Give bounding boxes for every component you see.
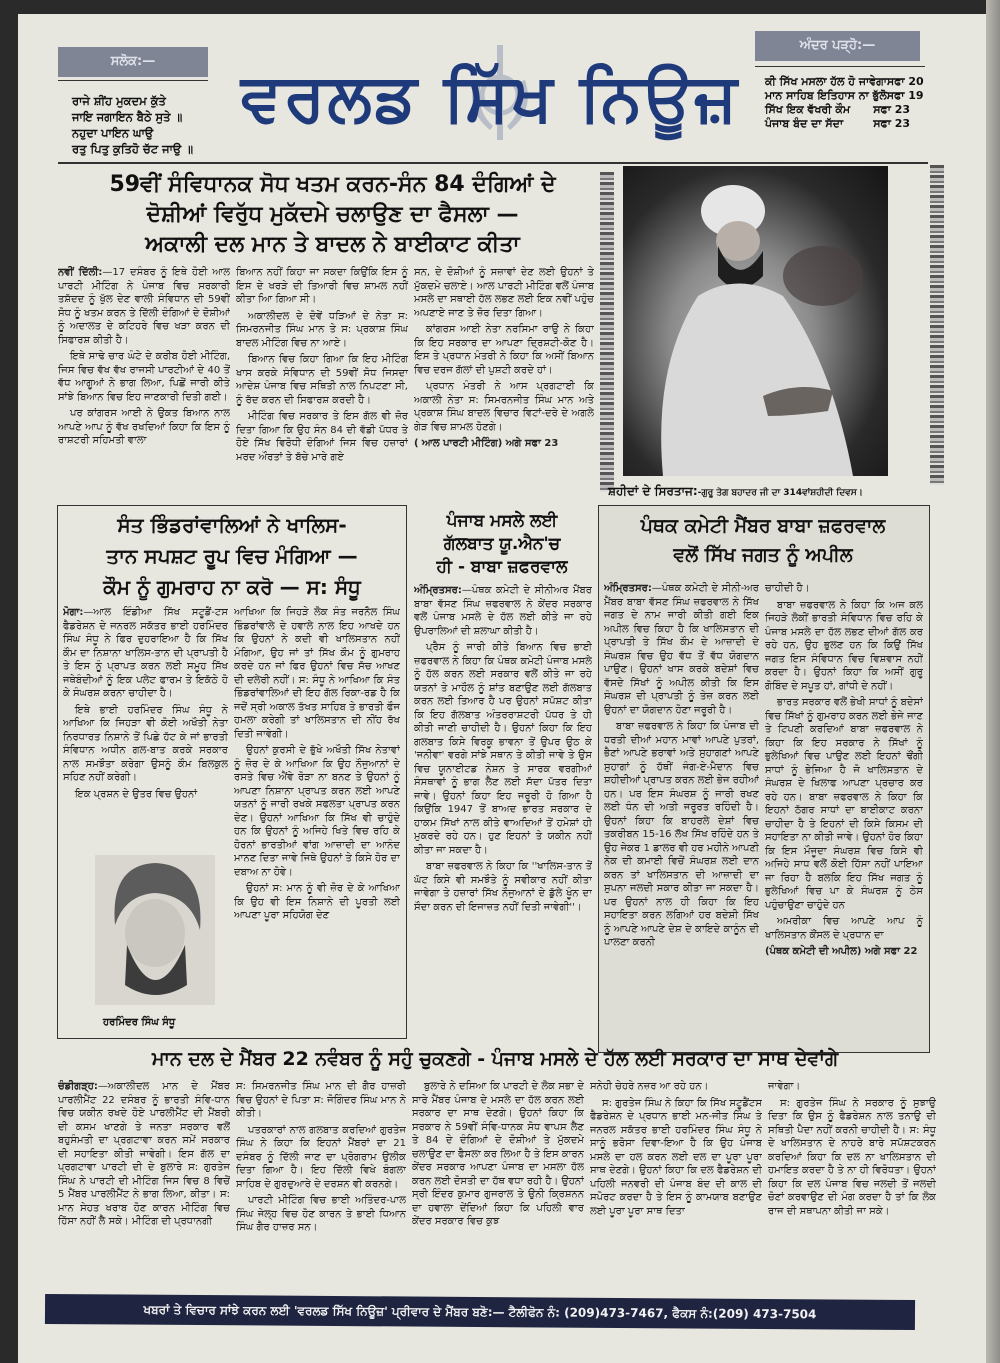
sandhu-paragraph: ਆਖਿਆ ਕਿ ਜਿਹੜੇ ਲੋਕ ਸੰਤ ਜਰਨੈਲ ਸਿੰਘ ਭਿੰਡਰਾਂਵਾਲੇ ਦੇ ਹਵਾਲੇ ਨਾਲ ਇਹ ਆਖਦੇ ਹਨ ਕਿ ਉਹਨਾਂ ਨੇ ਕਦੀ ਵੀ ਖਾਲਿਸਤਾਨ ਨਹੀਂ ਮੰਗਿਆ, ਉਹ ਜਾਂ ਤਾਂ ਸਿੱਖ ਕੌਮ ਨੂੰ ਗੁਮਰਾਹ ਕਰਦੇ ਹਨ ਜਾਂ ਫਿਰ ਉਹਨਾਂ ਵਿਚ ਸੱਚ ਆਖਣ ਦੀ ਦਲੇਰੀ ਨਹੀਂ। ਸ: ਸੰਧੂ ਨੇ ਆਖਿਆ ਕਿ ਸੰਤ ਭਿੰਡਰਾਂਵਾਲਿਆਂ ਦੀ ਇਹ ਗੱਲ ਰਿਕਾ-ਰਡ ਹੈ ਕਿ ਜਦੋਂ ਸ੍ਰੀ ਅਕਾਲ ਤੱਖਤ ਸਾਹਿਬ ਤੇ ਭਾਰਤੀ ਫੌਜ ਹਮਲਾ ਕਰੇਗੀ ਤਾਂ ਖਾਲਿਸਤਾਨ ਦੀ ਨੀਂਹ ਰੱਖ ਦਿਤੀ ਜਾਵੇਗੀ।	[234, 607, 400, 740]
sandhu-paragraph: ਉਹਨਾਂ ਕੁਰਸੀ ਦੇ ਭੁੱਖੇ ਅਖੌਤੀ ਸਿੱਖ ਨੇਤਾਵਾਂ ਨੂੰ ਜ਼ੋਰ ਦੇ ਕੇ ਆਖਿਆ ਕਿ ਉਹ ਨੌਜੁਆਨਾਂ ਦੇ ਰਸਤੇ ਵਿਚ ਐਂਵੇ ਰੋੜਾ ਨਾ ਬਨਣ ਤੇ ਉਹਨਾਂ ਨੂੰ ਆਪਣਾ ਨਿਸ਼ਾਨਾ ਪ੍ਰਾਪਤ ਕਰਨ ਲਈ ਆਪਣੇ ਯਤਨਾਂ ਨੂੰ ਜਾਰੀ ਰਖਕੇ ਸਫਲਤਾ ਪ੍ਰਾਪਤ ਕਰਨ ਦੇਣ। ਉਹਨਾਂ ਆਖਿਆ ਕਿ ਸਿੱਖ ਵੀ ਚਾਹੁੰਦੇ ਹਨ ਕਿ ਉਹਨਾਂ ਨੂੰ ਅਜਿਹੇ ਖਿਤੇ ਵਿਚ ਰਹਿ ਕੇ ਹੋਰਨਾਂ ਭਾਰਤੀਆਂ ਵਾਂਗ ਆਜ਼ਾਦੀ ਦਾ ਆਨੰਦ ਮਾਨਣ ਦਿਤਾ ਜਾਵੇ ਜਿਥੇ ਉਹਨਾਂ ਤੇ ਕਿਸੇ ਹੋਰ ਦਾ ਦਬਾਅ ਨਾ ਹੋਵੇ।	[234, 745, 400, 878]
lead-paragraph: ਇਥੇ ਸਾਢੇ ਚਾਰ ਘੰਟੇ ਦੇ ਕਰੀਬ ਹੋਈ ਮੀਟਿੰਗ, ਜਿਸ ਵਿਚ ਵੱਖ ਵੱਖ ਰਾਜਸੀ ਪਾਰਟੀਆਂ ਦੇ 40 ਤੋਂ ਵੱਧ ਆਗੂਆਂ ਨੇ ਭਾਗ ਲਿਆ, ਪਿਛੋਂ ਜਾਰੀ ਕੀਤੇ ਸਾਂਝੇ ਬਿਆਨ ਵਿਚ ਇਹ ਜਾਣਕਾਰੀ ਦਿਤੀ ਗਈ।	[58, 351, 230, 403]
sandhu-column-2	[234, 606, 400, 1034]
mann-dal-column-3	[412, 1080, 584, 1290]
shlok-rule	[58, 80, 208, 81]
footer-contact-bar: ਖਬਰਾਂ ਤੇ ਵਿਚਾਰ ਸਾਂਝੇ ਕਰਨ ਲਈ 'ਵਰਲਡ ਸਿੱਖ ਨਿਊਜ਼' ਪ੍ਰੀਵਾਰ ਦੇ ਮੈਂਬਰ ਬਣੋ:— ਟੈਲੀਫੋਨ ਨੰ: (209)473-7467, ਫੈਕਸ ਨੰ:(209) 473-7504	[45, 1294, 915, 1330]
lead-column-3	[414, 266, 594, 502]
page-binding-edge	[986, 0, 1000, 1363]
mann-dal-paragraph: —ਅਕਾਲੀਦਲ ਮਾਨ ਦੇ ਮੈਂਬਰ ਪਾਰਲੀਮੈਂਟ 22 ਦਸੰਬਰ ਨੂੰ ਭਾਰਤੀ ਸੰਵਿ-ਧਾਨ ਵਿਚ ਯਕੀਨ ਰਖਦੇ ਹੋਏ ਪਾਰਲੀਮੈਂਟ ਦੀ ਮੈਂਬਰੀ ਦੀ ਕਸਮ ਖਾਣਗੇ ਤੇ ਜਨਤਾ ਸਰਕਾਰ ਵਲੋਂ ਬਹੁਸੰਮਤੀ ਦਾ ਪ੍ਰਗਟਾਵਾ ਕਰਨ ਸਮੇਂ ਸਰਕਾਰ ਦੀ ਸਹਾਇਤਾ ਕੀਤੀ ਜਾਵੇਗੀ। ਇਸ ਗੱਲ ਦਾ ਪ੍ਰਗਟਾਵਾ ਪਾਰਟੀ ਦੀ ਦੇ ਬੁਲਾਰੇ ਸ: ਗੁਰਤੇਜ ਸਿੰਘ ਨੇ ਪਾਰਟੀ ਦੀ ਮੀਟਿੰਗ ਜਿਸ ਵਿਚ 8 ਵਿਚੋਂ 5 ਮੈਂਬਰ ਪਾਰਲੀਮੈਂਟ ਨੇ ਭਾਗ ਲਿਆ, ਕੀਤਾ। ਸ: ਮਾਨ ਸੇਹਤ ਖਰਾਬ ਹੋਣ ਕਾਰਨ ਮੀਟਿੰਗ ਵਿਚ ਹਿੱਸਾ ਨਹੀਂ ਲੈ ਸਕੇ। ਮੀਟਿੰਗ ਦੀ ਪ੍ਰਧਾਨਗੀ	[58, 1081, 230, 1227]
un-talks-headline	[412, 510, 592, 579]
shlok-line: ਰਾਜੇ ਸ਼ੀਂਹ ਮੁਕਦਮ ਕੁੱਤੇ	[72, 94, 166, 108]
appeal-paragraph: ਅਮਰੀਕਾ ਵਿਚ ਆਪਣੇ ਆਪ ਨੂੰ ਖਾਲਿਸਤਾਨ ਕੌਂਸਲ ਦੇ ਪ੍ਰਧਾਨ ਦਾ	[765, 916, 923, 941]
lead-column-1	[58, 266, 230, 502]
caption-text: -ਗੁਰੂ ਤੇਗ ਬਹਾਦਰ ਜੀ ਦਾ 314ਵਾਂਸ਼ਹੀਦੀ ਦਿਵਸ।	[697, 488, 863, 498]
masthead-title: ਵਰਲਡ ਸਿੱਖ ਨਿਊਜ਼	[240, 59, 739, 136]
sandhu-headline	[62, 510, 402, 603]
sandhu-headline-line: ਕੌਮ ਨੂੰ ਗੁਮਰਾਹ ਨਾ ਕਰੋ — ਸ: ਸੰਧੂ	[103, 575, 361, 599]
mann-dal-paragraph: ਸ: ਗੁਰਤੇਜ ਸਿੰਘ ਨੇ ਕਿਹਾ ਕਿ ਸਿੱਖ ਸਟੂਡੈਂਟਸ ਫੈਡਰੇਸ਼ਨ ਦੇ ਪ੍ਰਧਾਨ ਭਾਈ ਮਨ-ਜੀਤ ਸਿੰਘ ਤੇ ਜਨਰਲ ਸਕੱਤਰ ਭਾਈ ਹਰਮਿੰਦਰ ਸਿੰਘ ਸੰਧੂ ਨੇ ਸਾਨੂੰ ਭਰੋਸਾ ਦਿਵਾ-ਇਆ ਹੈ ਕਿ ਉਹ ਪੰਜਾਬ ਮਸਲੇ ਦਾ ਹਲ ਕਰਨ ਲਈ ਦਲ ਦਾ ਪੂਰਾ ਪੂਰਾ ਸਾਥ ਦੇਣਗੇ। ਉਹਨਾਂ ਕਿਹਾ ਕਿ ਦਲ ਫੈਡਰੇਸ਼ਨ ਦੀ ਪਹਿਲੀ ਜਨਵਰੀ ਦੀ ਪੰਜਾਬ ਬੰਦ ਦੀ ਕਾਲ ਦੀ ਸਪੋਰਟ ਕਰਦਾ ਹੈ ਤੇ ਇਸ ਨੂੰ ਕਾਮਯਾਬ ਬਣਾਉਣ ਲਈ ਪੂਰਾ ਪੂਰਾ ਸਾਥ ਦਿਤਾ	[590, 1097, 762, 1217]
mann-dal-paragraph: ਪਤਰਕਾਰਾਂ ਨਾਲ ਗਲਬਾਤ ਕਰਦਿਆਂ ਗੁਰਤੇਜ ਸਿੰਘ ਨੇ ਕਿਹਾ ਕਿ ਇਹਨਾਂ ਮੈਂਬਰਾਂ ਦਾ 21 ਦਸੰਬਰ ਨੂੰ ਦਿੱਲੀ ਜਾਣ ਦਾ ਪ੍ਰੋਗਰਾਮ ਉਲੀਕ ਦਿਤਾ ਗਿਆ ਹੈ। ਇਹ ਦਿੱਲੀ ਵਿਖੇ ਬੰਗਲਾ ਸਾਹਿਬ ਦੇ ਗੁਰਦੁਆਰੇ ਦੇ ਦਰਸ਼ਨ ਵੀ ਕਰਨਗੇ।	[236, 1124, 406, 1190]
inside-item[interactable]	[765, 75, 924, 89]
lead-dateline: ਨਵੀਂ ਦਿੱਲੀ:	[58, 267, 103, 278]
appeal-column-2	[765, 582, 923, 1044]
sandhu-headline-line: ਸੰਤ ਭਿੰਡਰਾਂਵਾਲਿਆਂ ਨੇ ਖਾਲਿਸ-	[117, 513, 347, 537]
shlok-label: ਸਲੋਕ:—	[58, 47, 208, 77]
sandhu-paragraph: —ਆਲ ਇੰਡੀਆ ਸਿੱਖ ਸਟੂਡੈਂ-ਟਸ ਫੈਡਰੇਸ਼ਨ ਦੇ ਜਨਰਲ ਸਕੱਤਰ ਭਾਈ ਹਰਮਿੰਦਰ ਸਿੰਘ ਸੰਧੂ ਨੇ ਫਿਰ ਦੁਹਰਾਇਆ ਹੈ ਕਿ ਸਿੱਖ ਕੌਮ ਦਾ ਨਿਸ਼ਾਨਾ ਖਾਲਿਸ-ਤਾਨ ਦੀ ਪ੍ਰਾਪਤੀ ਹੈ ਤੇ ਇਸ ਨੂੰ ਪ੍ਰਾਪਤ ਕਰਨ ਲਈ ਸਮੂਹ ਸਿੱਖ ਜਥੇਬੰਦੀਆਂ ਨੂੰ ਇਕ ਪਲੇਟ ਫਾਰਮ ਤੇ ਇਕੱਠੇ ਹੋ ਕੇ ਸੰਘਰਸ਼ ਕਰਨਾ ਚਾਹੀਦਾ ਹੈ।	[63, 607, 228, 699]
shlok-verse	[72, 93, 193, 157]
un-talks-headline-line: ਗੱਲਬਾਤ ਯੂ.ਐਨ'ਚ	[443, 534, 561, 554]
lead-paragraph: ਮੀਟਿੰਗ ਵਿਚ ਸਰਕਾਰ ਤੇ ਇਸ ਗੱਲ ਵੀ ਜ਼ੋਰ ਦਿਤਾ ਗਿਆ ਕਿ ਉਹ ਸੰਨ 84 ਦੀ ਵੱਡੀ ਪੱਧਰ ਤੇ ਹੋਏ ਸਿੱਖ ਵਿਰੋਧੀ ਦੰਗਿਆਂ ਜਿਸ ਵਿਚ ਹਜ਼ਾਰਾਂ ਮਰਦ ਔਰਤਾਂ ਤੇ ਬੱਚੇ ਮਾਰੇ ਗਏ	[236, 411, 408, 463]
sandhu-dateline: ਮੋਗਾ:	[63, 607, 84, 618]
lead-paragraph: ਅਕਾਲੀਦਲ ਦੇ ਦੋਵੇਂ ਧੜਿਆਂ ਦੇ ਨੇਤਾ ਸ: ਸਿਮਰਨਜੀਤ ਸਿੰਘ ਮਾਨ ਤੇ ਸ: ਪ੍ਰਕਾਸ਼ ਸਿੰਘ ਬਾਦਲ ਮੀਟਿੰਗ ਵਿਚ ਨਾ ਆਏ।	[236, 310, 408, 349]
mann-dal-paragraph: ਸ: ਸਿਮਰਨਜੀਤ ਸਿੰਘ ਮਾਨ ਦੀ ਗੈਰ ਹਾਜ਼ਰੀ ਵਿਚ ਉਹਨਾਂ ਦੇ ਪਿਤਾ ਸ: ਜੋਗਿੰਦਰ ਸਿੰਘ ਮਾਨ ਨੇ ਕੀਤੀ।	[236, 1081, 406, 1119]
guru-tegh-bahadur-portrait	[623, 166, 888, 476]
harminder-singh-sandhu-photo	[95, 855, 215, 1005]
inside-item-page: ਸਫਾ 20	[886, 75, 924, 88]
lead-paragraph: ਕਾਂਗਰਸ ਆਈ ਨੇਤਾ ਨਰਸਿਮਾ ਰਾਉ ਨੇ ਕਿਹਾ ਕਿ ਇਹ ਸਰਕਾਰ ਦਾ ਆਪਣਾ ਦ੍ਰਿਸ਼ਟੀ-ਕੋਣ ਹੈ। ਇਸ ਤੇ ਪ੍ਰਧਾਨ ਮੰਤਰੀ ਨੇ ਕਿਹਾ ਕਿ ਅਸੀਂ ਬਿਆਨ ਵਿਚ ਦਰਜ ਗੱਲਾਂ ਦੀ ਪੁਸ਼ਟੀ ਕਰਦੇ ਹਾਂ।	[414, 324, 594, 376]
shlok-line: ਜਾਇ ਜਗਾਇਨ ਬੈਠੇ ਸੁਤੇ ॥	[72, 110, 183, 124]
lead-paragraph: ਸਨ, ਦੇ ਦੋਸ਼ੀਆਂ ਨੂੰ ਸਜ਼ਾਵਾਂ ਦੇਣ ਲਈ ਉਹਨਾਂ ਤੇ ਮੁੱਕਦਮੇ ਚਲਾਏ। ਆਲ ਪਾਰਟੀ ਮੀਟਿੰਗ ਵਲੋਂ ਪੰਜਾਬ ਮਸਲੇ ਦਾ ਸਥਾਈ ਹੱਲ ਲਭਣ ਲਈ ਇਕ ਨਵੀਂ ਪਹੁੰਚ ਅਪਣਾਏ ਜਾਣ ਤੇ ਜ਼ੋਰ ਦਿਤਾ ਗਿਆ।	[414, 267, 594, 319]
mann-dal-paragraph: ਜਾਵੇਗਾ।	[768, 1081, 801, 1092]
sandhu-headline-line: ਤਾਨ ਸਪਸ਼ਟ ਰੂਪ ਵਿਚ ਮੰਗਿਆ —	[106, 544, 358, 568]
mann-dal-paragraph: ਸਨੇਹੀ ਚੇਹਰੇ ਨਜ਼ਰ ਆ ਰਹੇ ਹਨ।	[590, 1081, 709, 1092]
appeal-paragraph: ਬਾਬਾ ਜ਼ਫਰਵਾਲ ਨੇ ਕਿਹਾ ਕਿ ਪੰਜਾਬ ਦੀ ਧਰਤੀ ਦੀਆਂ ਮਹਾਨ ਮਾਵਾਂ ਆਪਣੇ ਪੁਤਰਾਂ, ਭੈਣਾਂ ਆਪਣੇ ਭਰਾਵਾਂ ਅਤੇ ਸੁਹਾਗਣਾਂ ਆਪਣੇ ਸੁਹਾਗਾਂ ਨੂੰ ਹੱਥੀਂ ਜੰਗ-ਏ-ਮੈਦਾਨ ਵਿਚ ਸ਼ਹੀਦੀਆਂ ਪ੍ਰਾਪਤ ਕਰਨ ਲਈ ਭੇਜ ਰਹੀਆਂ ਹਨ। ਪਰ ਇਸ ਸੰਘਰਸ਼ ਨੂੰ ਜਾਰੀ ਰਖਣ ਲਈ ਧੰਨ ਦੀ ਅਤੀ ਜਰੂਰਤ ਰਹਿੰਦੀ ਹੈ। ਉਹਨਾਂ ਕਿਹਾ ਕਿ ਬਾਹਰਲੇ ਦੇਸ਼ਾਂ ਵਿਚ ਤਕਰੀਬਨ 15-16 ਲੱਖ ਸਿੱਖ ਰਹਿੰਦੇ ਹਨ ਤੇ ਉਹ ਜੇਕਰ 1 ਡਾਲਰ ਵੀ ਹਰ ਮਹੀਨੇ ਆਪਣੀ ਨੇਕ ਦੀ ਕਮਾਈ ਵਿਚੋਂ ਸੰਘਰਸ਼ ਲਈ ਦਾਨ ਕਰਨ ਤਾਂ ਖਾਲਿਸਤਾਨ ਦੀ ਆਜ਼ਾਦੀ ਦਾ ਸੁਪਨਾ ਜਲਦੀ ਸਕਾਰ ਕੀਤਾ ਜਾ ਸਕਦਾ ਹੈ। ਪਰ ਉਹਨਾਂ ਨਾਲ ਹੀ ਕਿਹਾ ਕਿ ਇਹ ਸਹਾਇਤਾ ਕਰਨ ਲਗਿਆਂ ਹਰ ਬਦੇਸ਼ੀ ਸਿੱਖ ਨੂੰ ਆਪਣੇ ਆਪਣੇ ਦੇਸ਼ ਦੇ ਕਾਇਦੇ ਕਾਨੂੰਨ ਦੀ ਪਾਲਣਾ ਕਰਨੀ	[604, 721, 759, 948]
un-talks-dateline: ਅੰਮ੍ਰਿਤਸਰ:	[414, 585, 462, 596]
inside-item[interactable]	[765, 103, 910, 117]
appeal-paragraph: ਚਾਹੀਦੀ ਹੈ।	[765, 583, 810, 594]
un-talks-headline-line: ਹੀ - ਬਾਬਾ ਜ਼ਫਰਵਾਲ	[436, 557, 568, 577]
masthead-divider	[58, 162, 928, 164]
appeal-continued-link[interactable]: (ਪੰਥਕ ਕਮੇਟੀ ਦੀ ਅਪੀਲ) ਅਗੇ ਸਫਾ 22	[765, 946, 918, 957]
appeal-dateline: ਅੰਮ੍ਰਿਤਸਰ:	[604, 583, 652, 594]
lead-paragraph: —17 ਦਸੰਬਰ ਨੂੰ ਇਥੇ ਹੋਈ ਆਲ ਪਾਰਟੀ ਮੀਟਿੰਗ ਨੇ ਪੰਜਾਬ ਵਿਚ ਸਰਕਾਰੀ ਤਸ਼ੱਦਦ ਨੂੰ ਖੁੱਲ ਦੇਣ ਵਾਲੀ ਸੰਵਿਧਾਨ ਦੀ 59ਵੀਂ ਸੋਧ ਨੂੰ ਖਤਮ ਕਰਨ ਤੇ ਦਿੱਲੀ ਦੰਗਿਆਂ ਦੇ ਦੋਸ਼ੀਆਂ ਨੂੰ ਅਦਾਲਤ ਦੇ ਕਟਿਹਰੇ ਵਿਚ ਖੜਾ ਕਰਨ ਦੀ ਸਿਫਾਰਸ਼ ਕੀਤੀ ਹੈ।	[58, 267, 230, 346]
portrait-figure-icon	[95, 855, 215, 1005]
inside-item-title: ਕੀ ਸਿੱਖ ਮਸਲਾ ਹੱਲ ਹੋ ਜਾਵੇਗਾ	[765, 75, 887, 88]
lead-paragraph: ਬਿਆਨ ਨਹੀਂ ਕਿਹਾ ਜਾ ਸਕਦਾ ਕਿਉਂਕਿ ਇਸ ਨੂੰ ਇਸ ਦੇ ਖਰੜੇ ਦੀ ਤਿਆਰੀ ਵਿਚ ਸ਼ਾਮਲ ਨਹੀਂ ਕੀਤਾ ਆਿ ਗਿਆ ਸੀ।	[236, 267, 408, 305]
un-talks-paragraph: —ਪੰਥਕ ਕਮੇਟੀ ਦੇ ਸੀਨੀਅਰ ਮੈਂਬਰ ਬਾਬਾ ਵੱਸਣ ਸਿੰਘ ਜ਼ਫਰਵਾਲ ਨੇ ਕੇਂਦਰ ਸਰਕਾਰ ਵਲੋਂ ਪੰਜਾਬ ਮਸਲੇ ਦੇ ਹੱਲ ਲਈ ਕੀਤੇ ਜਾ ਰਹੇ ਉਪਰਾਲਿਆਂ ਦੀ ਸ਼ਲਾਘਾ ਕੀਤੀ ਹੈ।	[414, 585, 592, 637]
inside-list	[765, 75, 924, 131]
lead-column-2	[236, 266, 408, 502]
appeal-column-1	[604, 582, 759, 1044]
mann-dal-column-5	[768, 1080, 936, 1290]
inside-item[interactable]	[765, 117, 910, 131]
inside-label: ਅੰਦਰ ਪੜ੍ਹੋ:—	[755, 31, 920, 61]
inside-item-title: ਪੰਜਾਬ ਬੰਦ ਦਾ ਸੱਦਾ	[765, 117, 844, 130]
shlok-line: ਨਹੁਦਾ ਪਾਇਨ ਘਾਉ	[72, 126, 154, 140]
appeal-paragraph: —ਪੰਥਕ ਕਮੇਟੀ ਦੇ ਸੀਨੀ-ਅਰ ਮੈਂਬਰ ਬਾਬਾ ਵੱਸਣ ਸਿੰਘ ਜ਼ਫਰਵਾਲ ਨੇ ਸਿੱਖ ਜਗਤ ਦੇ ਨਾਮ ਜਾਰੀ ਕੀਤੀ ਗਈ ਇਕ ਅਪੀਲ ਵਿਚ ਕਿਹਾ ਹੈ ਕਿ ਖਾਲਿਸਤਾਨ ਦੀ ਪ੍ਰਾਪਤੀ ਤੇ ਸਿੱਖ ਕੌਮ ਦੇ ਆਜ਼ਾਦੀ ਦੇ ਸੰਘਰਸ਼ ਵਿਚ ਉਹ ਵੱਧ ਤੋਂ ਵੱਧ ਯੋਗਦਾਨ ਪਾਉਣ। ਉਹਨਾਂ ਖਾਸ ਕਰਕੇ ਬਦੇਸ਼ਾਂ ਵਿਚ ਵੱਸਦੇ ਸਿੱਖਾਂ ਨੂੰ ਅਪੀਲ ਕੀਤੀ ਕਿ ਇਸ ਸੰਘਰਸ਼ ਦੀ ਪ੍ਰਾਪਤੀ ਨੂੰ ਤੇਜ਼ ਕਰਨ ਲਈ ਉਹਨਾਂ ਦਾ ਯੋਗਦਾਨ ਹੋਣਾ ਜਰੂਰੀ ਹੈ।	[604, 583, 759, 716]
caption-title: ਸ਼ਹੀਦਾਂ ਦੇ ਸਿਰਤਾਜ:	[608, 484, 698, 498]
shlok-line: ਰਤੁ ਪਿਤੁ ਕੁਤਿਹੋ ਚੱਟ ਜਾਉ ॥	[72, 142, 193, 156]
lead-paragraph: ਪ੍ਰਧਾਨ ਮੰਤਰੀ ਨੇ ਆਸ ਪ੍ਰਗਟਾਈ ਕਿ ਅਕਾਲੀ ਨੇਤਾ ਸ: ਸਿਮਰਨਜੀਤ ਸਿੰਘ ਮਾਨ ਅਤੇ ਪ੍ਰਕਾਸ਼ ਸਿੰਘ ਬਾਦਲ ਵਿਚਾਰ ਵਿਟਾਂ-ਦਰੇ ਦੇ ਅਗਲੇ ਗੇੜ ਵਿਚ ਸ਼ਾਮਲ ਹੋਣਗੇ।	[414, 381, 594, 433]
lead-continued-link[interactable]: ( ਆਲ ਪਾਰਟੀ ਮੀਟਿੰਗ) ਅਗੇ ਸਫਾ 23	[414, 438, 559, 449]
inside-item[interactable]	[765, 89, 924, 103]
vine-border-decoration	[930, 165, 944, 485]
appeal-headline-line: ਪੰਥਕ ਕਮੇਟੀ ਮੈਂਬਰ ਬਾਬਾ ਜ਼ਫਰਵਾਲ	[640, 515, 886, 537]
appeal-headline	[600, 512, 926, 570]
guru-photo-caption	[608, 484, 863, 499]
appeal-paragraph: ਬਾਬਾ ਜ਼ਫਰਵਾਲ ਨੇ ਕਿਹਾ ਕਿ ਅਜ ਕਲ ਜਿਹੜੇ ਲੋਕੀਂ ਭਾਰਤੀ ਸੰਵਿਧਾਨ ਵਿਚ ਰਹਿ ਕੇ ਪੰਜਾਬ ਮਸਲੇ ਦਾ ਹੱਲ ਲਭਣ ਦੀਆਂ ਗੱਲ ਕਰ ਰਹੇ ਹਨ, ਉਹ ਭੁਲਣ ਹਨ ਕਿ ਕਿਉਂ ਸਿੱਖ ਜਗਤ ਇਸ ਸੰਵਿਧਾਨ ਵਿਚ ਵਿਸ਼ਵਾਸ ਨਹੀਂ ਕਰਦਾ ਹੈ। ਉਹਨਾਂ ਕਿਹਾ ਕਿ ਅਸੀਂ ਗੁਰੂ ਗੋਬਿੰਦ ਦੇ ਸਪੂਤ ਹਾਂ, ਗਾਂਧੀ ਦੇ ਨਹੀਂ।	[765, 599, 923, 692]
mann-dal-paragraph: ਸ: ਗੁਰਤੇਜ ਸਿੰਘ ਨੇ ਸਰਕਾਰ ਨੂੰ ਸੁਝਾਉ ਦਿਤਾ ਕਿ ਉਸ ਨੂੰ ਫੈਡਰੇਸ਼ਨ ਨਾਲ ਤਨਾਉ ਦੀ ਸਥਿਤੀ ਪੈਦਾ ਨਹੀਂ ਕਰਨੀ ਚਾਹੀਦੀ ਹੈ। ਸ: ਸੰਧੂ ਦੇ ਖਾਲਿਸਤਾਨ ਦੇ ਨਾਹਰੇ ਬਾਰੇ ਸਪੱਸ਼ਟਕਰਨ ਕਰਦਿਆਂ ਕਿਹਾ ਕਿ ਦਲ ਨਾ ਖਾਲਿਸਤਾਨ ਦੀ ਹਮਾਇਤ ਕਰਦਾ ਹੈ ਤੇ ਨਾ ਹੀ ਵਿਰੋਧਤਾ। ਉਹਨਾਂ ਕਿਹਾ ਕਿ ਦਲ ਪੰਜਾਬ ਵਿਚ ਜਲਦੀ ਤੋਂ ਜਲਦੀ ਚੋਣਾਂ ਕਰਵਾਉਣ ਦੀ ਮੰਗ ਕਰਦਾ ਹੈ ਤਾਂ ਕਿ ਲੋਕ ਰਾਜ ਦੀ ਸਥਾਪਨਾ ਕੀਤੀ ਜਾ ਸਕੇ।	[768, 1097, 936, 1217]
inside-item-title: ਸਿੱਖ ਇਕ ਵੱਖਰੀ ਕੌਮ	[765, 103, 851, 116]
inside-item-page: ਸਫਾ 23	[873, 103, 910, 116]
mann-dal-dateline: ਚੰਡੀਗੜ੍ਹ:	[58, 1081, 98, 1092]
sandhu-photo-caption: ਹਰਮਿੰਦਰ ਸਿੰਘ ਸੰਧੂ	[103, 1017, 176, 1028]
lead-headline-line: 59ਵੀਂ ਸੰਵਿਧਾਨਕ ਸੋਧ ਖਤਮ ਕਰਨ-ਸੰਨ 84 ਦੰਗਿਆਂ ਦੇ	[109, 172, 556, 197]
appeal-paragraph: ਭਾਰਤ ਸਰਕਾਰ ਵਲੋਂ ਭੇਖੀ ਸਾਧਾਂ ਨੂੰ ਬਦੇਸਾਂ ਵਿਚ ਸਿੱਖਾਂ ਨੂੰ ਗੁਮਰਾਹ ਕਰਨ ਲਈ ਭੇਜੇ ਜਾਣ ਤੇ ਟਿਪਣੀ ਕਰਦਿਆਂ ਬਾਬਾ ਜ਼ਫਰਵਾਲ ਨੇ ਕਿਹਾ ਕਿ ਇਹ ਸਰਕਾਰ ਨੇ ਸਿੱਖਾਂ ਨੂੰ ਭੁਲੇਖਿਆਂ ਵਿਚ ਪਾਉਣ ਲਈ ਇਹਨਾਂ ਢੌਂਗੀ ਸਾਧਾਂ ਨੂੰ ਭੇਜਿਆ ਹੈ ਜੋ ਖਾਲਿਸਤਾਨ ਦੇ ਸੰਘਰਸ਼ ਦੇ ਖਿਲਾਫ ਆਪਣਾ ਪ੍ਰਚਾਰ ਕਰ ਰਹੇ ਹਨ। ਬਾਬਾ ਜ਼ਫਰਵਾਲ ਨੇ ਕਿਹਾ ਕਿ ਇਹਨਾਂ ਠੱਗਰ ਸਾਧਾਂ ਦਾ ਬਾਈਕਾਟ ਕਰਨਾ ਚਾਹੀਦਾ ਹੈ ਤੇ ਇਹਨਾਂ ਦੀ ਕਿਸੇ ਕਿਸਮ ਦੀ ਸਹਾਇਤਾ ਨਾ ਕੀਤੀ ਜਾਵੇ। ਉਹਨਾਂ ਹੋਰ ਕਿਹਾ ਕਿ ਇਸ ਮੌਜੂਦਾ ਸੰਘਰਸ਼ ਵਿਚ ਕਿਸੇ ਵੀ ਅਜਿਹੇ ਸਾਧ ਵਲੋਂ ਕੋਈ ਹਿੱਸਾ ਨਹੀਂ ਪਾਇਆ ਜਾ ਰਿਹਾ ਹੈ ਬਲਕਿ ਇਹ ਸਿੱਖ ਜਗਤ ਨੂੰ ਭੁਲੇਖਿਆਂ ਵਿਚ ਪਾ ਕੇ ਸੰਘਰਸ਼ ਨੂੰ ਠੇਸ ਪਹੁੰਚਾਉਣਾ ਚਾਹੁੰਦੇ ਹਨ	[765, 697, 923, 911]
un-talks-paragraph: ਬਾਬਾ ਜ਼ਫਰਵਾਲ ਨੇ ਕਿਹਾ ਕਿ ''ਖਾਲਿਸ-ਤਾਨ ਤੋਂ ਘੱਟ ਕਿਸੇ ਵੀ ਸਮਝੌਤੇ ਨੂੰ ਸਵੀਕਾਰ ਨਹੀਂ ਕੀਤਾ ਜਾਵੇਗਾ ਤੇ ਹਜ਼ਾਰਾਂ ਸਿੱਖ ਨੌਜੁਆਨਾਂ ਦੇ ਡੁੱਲੇ ਖੂੰਨ ਦਾ ਸੌਦਾ ਕਰਨ ਦੀ ਇਜਾਜ਼ਤ ਨਹੀਂ ਦਿਤੀ ਜਾਵੇਗੀ''।	[414, 861, 592, 913]
vine-border-decoration	[600, 172, 614, 492]
un-talks-headline-line: ਪੰਜਾਬ ਮਸਲੇ ਲਈ	[446, 511, 558, 531]
lead-paragraph: ਬਿਆਨ ਵਿਚ ਕਿਹਾ ਗਿਆ ਕਿ ਇਹ ਮੀਟਿੰਗ ਖਾਸ ਕਰਕੇ ਸੰਵਿਧਾਨ ਦੀ 59ਵੀਂ ਸੋਧ ਜਿਸਦਾ ਆਦੇਸ਼ ਪੰਜਾਬ ਵਿਚ ਸਥਿਤੀ ਨਾਲ ਨਿਪਟਣਾ ਸੀ, ਨੂੰ ਰੱਦ ਕਰਨ ਦੀ ਸਿਫਾਰਸ਼ ਕਰਦੀ ਹੈ।	[236, 354, 408, 406]
sandhu-paragraph: ਉਹਨਾਂ ਸ: ਮਾਨ ਨੂੰ ਵੀ ਜ਼ੋਰ ਦੇ ਕੇ ਆਖਿਆ ਕਿ ਉਹ ਵੀ ਇਸ ਨਿਸ਼ਾਨੇ ਦੀ ਪੂਰਤੀ ਲਈ ਆਪਣਾ ਪੂਰਾ ਸਹਿਯੋਗ ਦੇਣ	[234, 883, 400, 921]
inside-rule	[755, 66, 925, 67]
lead-headline-line: ਦੋਸ਼ੀਆਂ ਵਿਰੁੱਧ ਮੁਕੱਦਮੇ ਚਲਾਉਣ ਦਾ ਫੈਸਲਾ —	[146, 202, 519, 227]
mann-dal-column-4	[590, 1080, 762, 1290]
un-talks-column	[414, 584, 592, 1036]
mann-dal-paragraph: ਬੁਲਾਰੇ ਨੇ ਦਸਿਆ ਕਿ ਪਾਰਟੀ ਦੇ ਲੋਕ ਸਭਾ ਦੇ ਸਾਰੇ ਮੈਂਬਰ ਪੰਜਾਬ ਦੇ ਮਸਲੇ ਦਾ ਹੱਲ ਕਰਨ ਲਈ ਸਰਕਾਰ ਦਾ ਸਾਥ ਦੇਣਗੇ। ਉਹਨਾਂ ਕਿਹਾ ਕਿ ਸਰਕਾਰ ਨੇ 59ਵੀਂ ਸੰਵਿ-ਧਾਨਕ ਸੋਧ ਵਾਪਸ ਲੈਣ ਤੇ 84 ਦੇ ਦੰਗਿਆਂ ਦੇ ਦੋਸ਼ੀਆਂ ਤੇ ਮੁੱਕਦਮੇ ਚਲਾਉਣ ਦਾ ਫੈਸਲਾ ਕਰ ਲਿਆ ਹੈ ਤੇ ਇਸ ਕਾਰਨ ਕੇਂਦਰ ਸਰਕਾਰ ਆਪਣਾ ਪੰਜਾਬ ਦਾ ਮਸਲਾ ਹੱਲ ਕਰਨ ਲਈ ਦੋਸਤੀ ਦਾ ਹੱਥ ਵਧਾ ਰਹੀ ਹੈ। ਉਹਨਾਂ ਸ੍ਰੀ ਇੰਦਰ ਕੁਮਾਰ ਗੁਜਰਾਲ ਤੇ ਉਨੀ ਕ੍ਰਿਸ਼ਨਨ ਦਾ ਹਵਾਲਾ ਦੇਂਦਿਆਂ ਕਿਹਾ ਕਿ ਪਹਿਲੀ ਵਾਰ ਕੇਂਦਰ ਸਰਕਾਰ ਵਿਚ ਕੁਝ	[412, 1081, 584, 1227]
mann-dal-column-2	[236, 1080, 406, 1290]
mann-dal-column-1	[58, 1080, 230, 1290]
mann-dal-headline: ਮਾਨ ਦਲ ਦੇ ਮੈਂਬਰ 22 ਨਵੰਬਰ ਨੂੰ ਸਹੁੰ ਚੁਕਣਗੇ - ਪੰਜਾਬ ਮਸਲੇ ਦੇ ਹੱਲ ਲਈ ਸਰਕਾਰ ਦਾ ਸਾਥ ਦੇਵਾਂਗੇ	[151, 1048, 839, 1070]
inside-item-page: ਸਫਾ 19	[886, 89, 924, 102]
mann-dal-paragraph: ਪਾਰਟੀ ਮੀਟਿੰਗ ਵਿਚ ਭਾਈ ਅਤਿੰਦਰ-ਪਾਲ ਸਿੰਘ ਜੇਲ੍ਹ ਵਿਚ ਹੋਣ ਕਾਰਨ ਤੇ ਭਾਈ ਧਿਆਨ ਸਿੰਘ ਗੈਰ ਹਾਜ਼ਰ ਸਨ।	[236, 1195, 406, 1233]
sandhu-column-1	[63, 606, 228, 806]
sandhu-paragraph: ਇਥੇ ਭਾਈ ਹਰਮਿੰਦਰ ਸਿੰਘ ਸੰਧੂ ਨੇ ਆਖਿਆ ਕਿ ਜਿਹੜਾ ਵੀ ਕੋਈ ਅਖੌਤੀ ਨੇਤਾ ਨਿਰਧਾਰਤ ਨਿਸ਼ਾਨੇ ਤੋਂ ਪਿਛੇ ਹੱਟ ਕੇ ਜਾਂ ਭਾਰਤੀ ਸੰਵਿਧਾਨ ਅਧੀਨ ਗਲ-ਬਾਤ ਕਰਕੇ ਸਰਕਾਰ ਨਾਲ ਸਮਝੌਤਾ ਕਰੇਗਾ ਉਸਨੂੰ ਕੌਮ ਬਿਲਕੁਲ ਸਹਿਣ ਨਹੀਂ ਕਰੇਗੀ।	[63, 704, 228, 783]
lead-paragraph: ਪਰ ਕਾਂਗਰਸ ਆਈ ਨੇ ਉਕਤ ਬਿਆਨ ਨਾਲ ਆਪਣੇ ਆਪ ਨੂੰ ਵੱਖ ਰਖਦਿਆਂ ਕਿਹਾ ਕਿ ਇਸ ਨੂੰ ਰਾਸ਼ਟਰੀ ਸਹਿਮਤੀ ਵਾਲਾ	[58, 408, 230, 446]
inside-item-title: ਮਾਨ ਸਾਹਿਬ ਇਤਿਹਾਸ ਨਾ ਭੁੱਲੋ	[765, 89, 887, 102]
inside-item-page: ਸਫਾ 23	[873, 117, 910, 130]
lead-headline-line: ਅਕਾਲੀ ਦਲ ਮਾਨ ਤੇ ਬਾਦਲ ਨੇ ਬਾਈਕਾਟ ਕੀਤਾ	[145, 232, 520, 257]
lead-headline	[55, 170, 610, 260]
appeal-headline-line: ਵਲੋਂ ਸਿੱਖ ਜਗਤ ਨੂੰ ਅਪੀਲ	[673, 544, 853, 566]
un-talks-paragraph: ਪ੍ਰੈਸ ਨੂੰ ਜਾਰੀ ਕੀਤੇ ਬਿਆਨ ਵਿਚ ਭਾਈ ਜ਼ਫਰਵਾਲ ਨੇ ਕਿਹਾ ਕਿ ਪੰਥਕ ਕਮੇਟੀ ਪੰਜਾਬ ਮਸਲੇ ਨੂੰ ਹੱਲ ਕਰਨ ਲਈ ਸਰਕਾਰ ਵਲੋਂ ਕੀਤੇ ਜਾ ਰਹੇ ਯਤਨਾਂ ਤੇ ਮਾਹੌਲ ਨੂੰ ਸ਼ਾਂਤ ਬਣਾਉਣ ਲਈ ਗੱਲਬਾਤ ਕਰਨ ਲਈ ਤਿਆਰ ਹੈ ਪਰ ਉਹਨਾਂ ਸਪੱਸ਼ਟ ਕੀਤਾ ਕਿ ਇਹ ਗੱਲਬਾਤ ਅੰਤਰਰਾਸ਼ਟਰੀ ਪੱਧਰ ਤੇ ਹੀ ਕੀਤੀ ਜਾਣੀ ਚਾਹੀਦੀ ਹੈ। ਉਹਨਾਂ ਕਿਹਾ ਕਿ ਇਹ ਗਲਬਾਤ ਕਿਸੇ ਵਿਰਕੂ ਭਾਵਨਾ ਤੋਂ ਉਪਰ ਉਠ ਕੇ 'ਜਨੀਵਾ' ਵਰਗੇ ਸਾਂਝੇ ਸਥਾਨ ਤੇ ਕੀਤੀ ਜਾਵੇ ਤੇ ਉਸ ਵਿਚ ਯੂਨਾਈਟਡ ਨੇਸ਼ਨ ਤੇ ਸਾਰਕ ਵਰਗੀਆਂ ਸੰਸਥਾਵਾਂ ਨੂੰ ਭਾਗ ਲੈਣ ਲਈ ਸੱਦਾ ਪੱਤਰ ਦਿਤਾ ਜਾਵੇ। ਉਹਨਾਂ ਕਿਹਾ ਇਹ ਜਰੂਰੀ ਹੋ ਗਿਆ ਹੈ ਕਿਉਂਕਿ 1947 ਤੋਂ ਬਾਅਦ ਭਾਰਤ ਸਰਕਾਰ ਦੇ ਹਾਕਮ ਸਿੱਖਾਂ ਨਾਲ ਕੀਤੇ ਵਾਅਦਿਆਂ ਤੋਂ ਹਮੇਸ਼ਾਂ ਹੀ ਮੁਕਰਦੇ ਰਹੇ ਹਨ। ਹੁਣ ਇਹਨਾਂ ਤੇ ਯਕੀਨ ਨਹੀਂ ਕੀਤਾ ਜਾ ਸਕਦਾ ਹੈ।	[414, 642, 592, 856]
sandhu-paragraph: ਇਕ ਪ੍ਰਸ਼ਨ ਦੇ ਉਤਰ ਵਿਚ ਉਹਨਾਂ	[75, 788, 198, 800]
portrait-figure-icon	[623, 166, 888, 476]
